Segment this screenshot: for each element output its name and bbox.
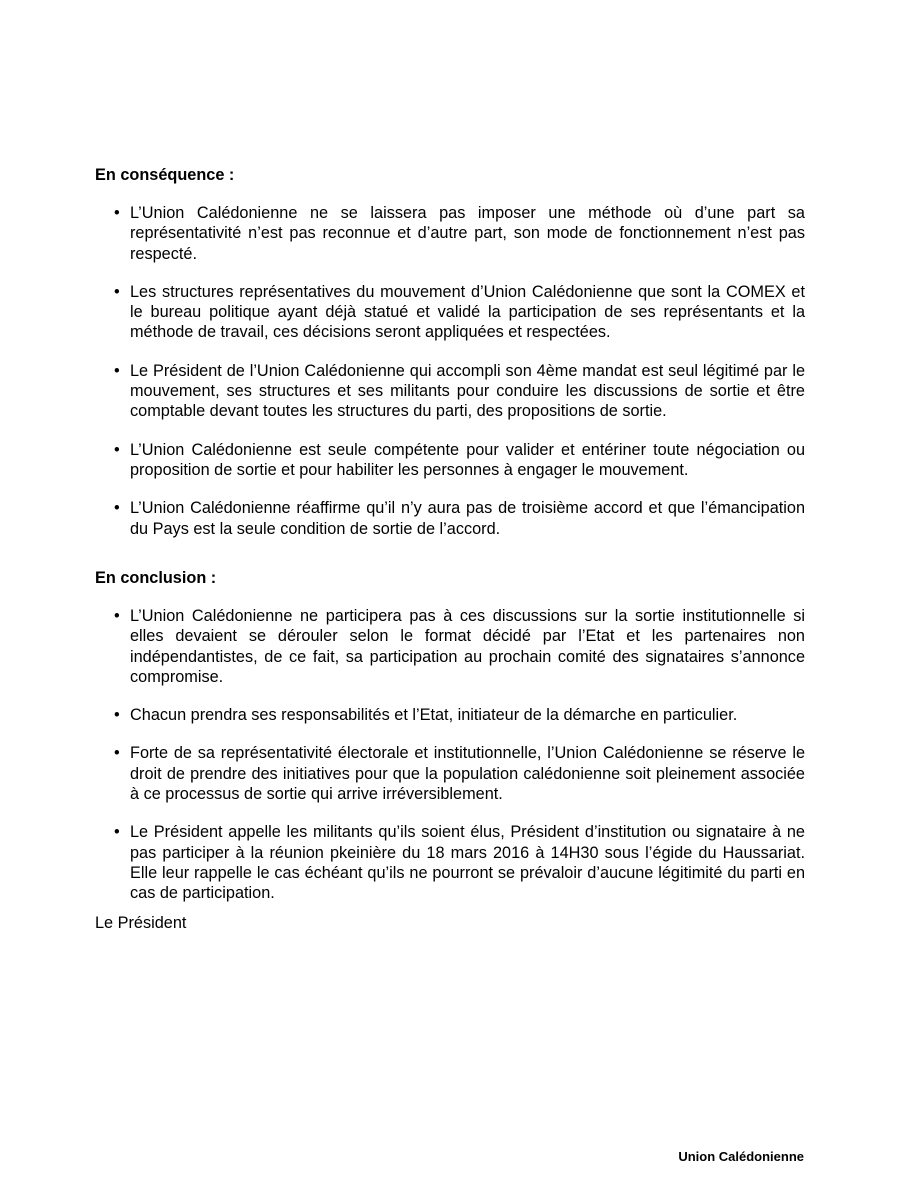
list-item-text: Les structures représentatives du mouvement d’Union Calédonienne que sont la COMEX et le bureau politique ayant déjà statué et validé la participation de ses représentants et la méthode de travail, ces décisions seront appliquées et respectées. xyxy=(130,282,805,342)
bullet-icon: • xyxy=(114,440,120,459)
list-item-text: L’Union Calédonienne ne participera pas à ces discussions sur la sortie institutionnelle si elles devaient se dérouler selon le format décidé par l’Etat et les partenaires non indépendantistes, de ce fait, sa participation au prochain comité des signataires s’annonce compromise. xyxy=(130,607,805,686)
conclusion-list xyxy=(0,606,900,922)
section-heading-conclusion: En conclusion : xyxy=(95,569,217,587)
list-item-text: L’Union Calédonienne est seule compétente pour valider et entériner toute négociation ou proposition de sortie et pour habiliter les personnes à engager le mouvement. xyxy=(130,440,805,479)
list-item-text: Le Président de l’Union Calédonienne qui accompli son 4ème mandat est seul légitimé par le mouvement, ses structures et ses militants pour conduire les discussions de sortie et être comptable devant toutes les structures du parti, des propositions de sortie. xyxy=(130,361,805,421)
list-item xyxy=(0,705,900,725)
signature-line: Le Président xyxy=(95,914,187,932)
list-item xyxy=(0,822,900,903)
consequence-list xyxy=(0,203,900,557)
list-item xyxy=(0,498,900,539)
bullet-icon: • xyxy=(114,361,120,380)
list-item-text: Chacun prendra ses responsabilités et l’Etat, initiateur de la démarche en particulier. xyxy=(130,706,738,725)
bullet-icon: • xyxy=(114,499,120,518)
list-item-text: L’Union Calédonienne réaffirme qu’il n’y aura pas de troisième accord et que l’émancipation du Pays est la seule condition de sortie de l’accord. xyxy=(130,499,805,538)
list-item xyxy=(0,606,900,687)
footer-organization: Union Calédonienne xyxy=(678,1149,804,1164)
list-item xyxy=(0,743,900,804)
list-item xyxy=(0,282,900,343)
bullet-icon: • xyxy=(114,607,120,625)
list-item xyxy=(0,361,900,422)
list-item-text: L’Union Calédonienne ne se laissera pas imposer une méthode où d’une part sa représentativité n’est pas reconnue et d’autre part, son mode de fonctionnement n’est pas respecté. xyxy=(130,204,805,263)
bullet-icon: • xyxy=(114,282,120,301)
bullet-icon: • xyxy=(114,706,120,725)
list-item xyxy=(0,203,900,264)
bullet-icon: • xyxy=(114,823,120,842)
list-item-text: Le Président appelle les militants qu’ils soient élus, Président d’institution ou signataire à ne pas participer à la réunion pkeinière du 18 mars 2016 à 14H30 sous l’égide du Haussariat. Elle leur rappelle le cas échéant qu’ils ne pourront se prévaloir d’aucune légitimité du parti en cas de participation. xyxy=(130,823,805,903)
list-item-text: Forte de sa représentativité électorale et institutionnelle, l’Union Calédonienne se réserve le droit de prendre des initiatives pour que la population calédonienne soit pleinement associée à ce processus de sortie qui arrive irréversiblement. xyxy=(130,744,805,804)
section-heading-consequence: En conséquence : xyxy=(95,166,235,184)
list-item xyxy=(0,440,900,481)
bullet-icon: • xyxy=(114,204,120,222)
bullet-icon: • xyxy=(114,744,120,763)
